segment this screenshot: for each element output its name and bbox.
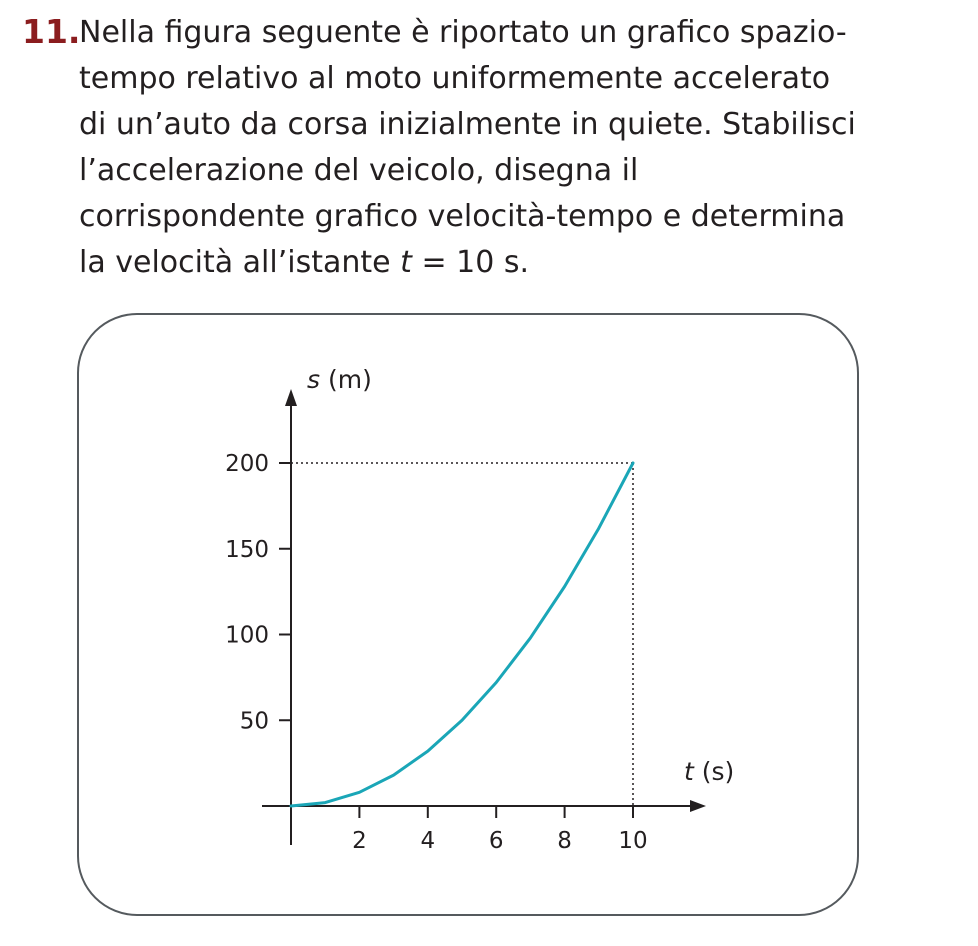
time-variable: t [400, 245, 412, 280]
y-tick-label: 200 [225, 451, 269, 477]
y-axis-label [307, 365, 372, 394]
x-tick-label: 6 [488, 828, 504, 854]
exercise-line: tempo relativo al moto uniformemente accelerato [79, 61, 831, 96]
x-axis-variable: t [684, 757, 694, 786]
x-tick-label: 8 [557, 828, 572, 854]
y-tick-label: 50 [239, 708, 269, 735]
exercise-number: 11. [22, 12, 81, 51]
y-tick-label: 150 [225, 536, 269, 563]
y-axis-arrow-icon [285, 389, 297, 406]
exercise-last-line-suffix: = 10 s. [411, 245, 529, 280]
exercise-line: Nella figura seguente è riportato un grafico spazio- [79, 15, 847, 50]
y-axis-unit: (m) [320, 365, 372, 394]
x-tick-label: 4 [420, 828, 436, 854]
x-tick-label: 10 [618, 828, 648, 854]
x-axis-arrow-icon [690, 800, 706, 812]
x-axis-label [684, 757, 734, 786]
exercise-last-line-prefix: la velocità all’istante [79, 245, 401, 280]
data-series-line [291, 463, 633, 806]
y-axis-variable: s [307, 365, 321, 394]
y-tick-label: 100 [225, 622, 269, 649]
x-tick-label: 2 [352, 828, 367, 854]
exercise-line: corrispondente grafico velocità-tempo e determina [79, 199, 846, 234]
exercise-line: l’accelerazione del veicolo, disegna il [79, 153, 639, 188]
x-axis-unit: (s) [693, 757, 735, 786]
exercise-line: di un’auto da corsa inizialmente in quiete. Stabilisci [79, 107, 856, 142]
